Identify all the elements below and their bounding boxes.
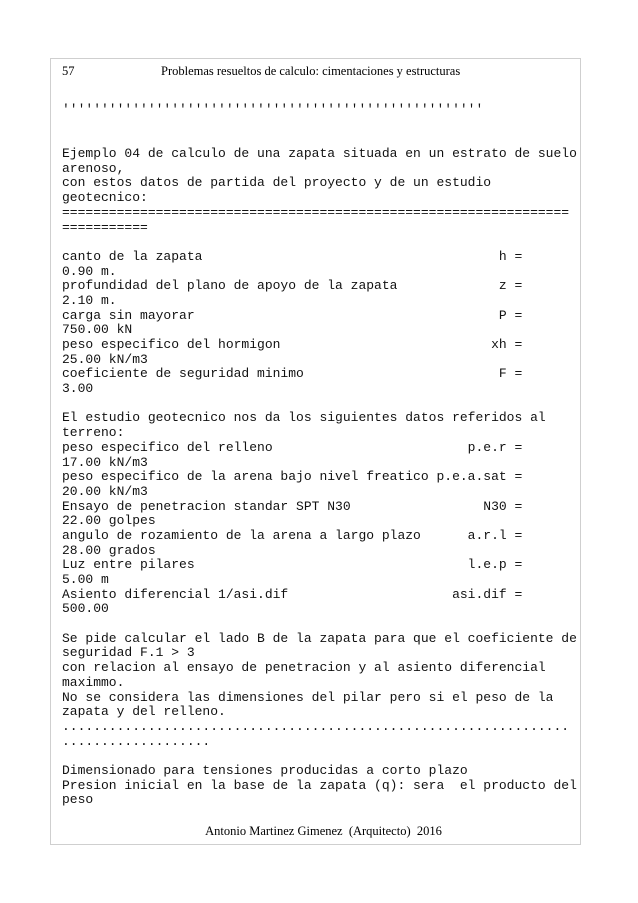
page-number: 57: [62, 64, 75, 78]
body-line: [62, 749, 578, 764]
body-line: arenoso,: [62, 161, 125, 176]
data-value-line: 5.00 m: [62, 573, 109, 587]
data-label-line: canto de la zapata h =: [62, 249, 523, 264]
data-label-line: peso especifico de la arena bajo nivel freatico p.e.a.sat =: [62, 470, 523, 485]
separator-line: =================================================================: [62, 205, 570, 220]
data-label-line: Ensayo de penetracion standar SPT N30 N30 =: [62, 499, 523, 514]
data-value-line: 750.00 kN: [62, 323, 133, 338]
body-line: Dimensionado para tensiones producidas a corto plazo: [62, 763, 468, 778]
data-label-line: Luz entre pilares l.e.p =: [62, 558, 523, 573]
body-line: zapata y del relleno.: [62, 705, 226, 720]
page-footer: Antonio Martinez Gimenez (Arquitecto) 2016: [205, 824, 442, 838]
body-line: Presion inicial en la base de la zapata (q): sera el producto del: [62, 778, 577, 793]
data-value-line: 22.00 golpes: [62, 514, 156, 529]
data-value-line: 25.00 kN/m3: [62, 352, 148, 367]
data-value-line: 500.00: [62, 602, 109, 617]
body-line: seguridad F.1 > 3: [62, 646, 195, 661]
body-line: Ejemplo 04 de calculo de una zapata situada en un estrato de suelo: [62, 147, 577, 162]
body-line: peso: [62, 793, 94, 808]
running-header-title: Problemas resueltos de calculo: cimentaciones y estructuras: [161, 64, 461, 78]
body-line: [62, 118, 578, 133]
data-value-line: 28.00 grados: [62, 543, 156, 558]
data-label-line: peso especifico del hormigon xh =: [62, 338, 523, 352]
data-value-line: 20.00 kN/m3: [62, 484, 148, 499]
body-line: Se pide calcular el lado B de la zapata para que el coeficiente de: [62, 631, 577, 646]
data-label-line: angulo de rozamiento de la arena a largo plazo a.r.l =: [62, 528, 523, 543]
data-value-line: 17.00 kN/m3: [62, 455, 148, 470]
data-label-line: peso especifico del relleno p.e.r =: [62, 440, 523, 455]
body-line: [62, 397, 578, 412]
body-line: El estudio geotecnico nos da los siguientes datos referidos al: [62, 411, 546, 426]
data-value-line: 3.00: [62, 382, 94, 397]
separator-line: .................................................................: [62, 719, 570, 734]
document-body: [62, 103, 578, 808]
body-line: No se considera las dimensiones del pilar pero si el peso de la: [62, 690, 554, 705]
body-line: [62, 132, 578, 147]
data-label-line: profundidad del plano de apoyo de la zapata z =: [62, 279, 523, 294]
data-value-line: 0.90 m.: [62, 264, 117, 279]
body-line: '''''''''''''''''''''''''''''''''''''''''''''''''''''': [62, 103, 484, 117]
body-line: maximmo.: [62, 675, 125, 690]
separator-line: ...................: [62, 734, 211, 749]
data-label-line: Asiento diferencial 1/asi.dif asi.dif =: [62, 587, 523, 602]
body-line: con estos datos de partida del proyecto y de un estudio: [62, 176, 492, 191]
separator-line: ===========: [62, 220, 148, 235]
body-line: con relacion al ensayo de penetracion y al asiento diferencial: [62, 661, 546, 676]
data-label-line: carga sin mayorar P =: [62, 308, 523, 323]
body-line: [62, 617, 578, 632]
data-value-line: 2.10 m.: [62, 293, 117, 308]
body-line: [62, 235, 578, 250]
body-line: terreno:: [62, 426, 125, 441]
data-label-line: coeficiente de seguridad minimo F =: [62, 367, 523, 382]
body-line: geotecnico:: [62, 191, 148, 206]
